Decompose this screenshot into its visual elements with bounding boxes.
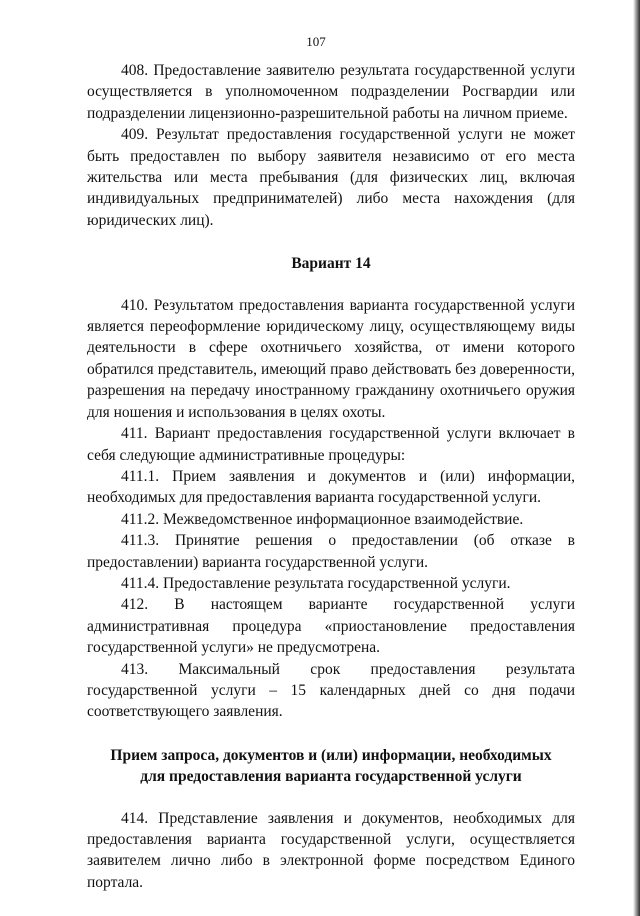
page-number: 107 — [306, 34, 326, 49]
paragraph-411-2: 411.2. Межведомственное информационное взаимодействие. — [121, 510, 524, 528]
paragraph-411-4: 411.4. Предоставление результата государственной услуги. — [121, 574, 511, 592]
paragraph-414: 414. Представление заявления и документов, необходимых для предоставления варианта государственной услуги, осуществляется заявителем лично либо в электронной форме посредством Единого портала. — [87, 809, 575, 891]
section-heading-line-2: для предоставления варианта государственной услуги — [140, 768, 522, 786]
paragraph-409: 409. Результат предоставления государственной услуги не может быть предоставлен по выбору заявителя независимо от его места жительства или места пребывания (для физических лиц, включая индивидуальных предпринимателей) либо места нахождения (для юридических лиц). — [87, 126, 575, 229]
scan-edge-shadow — [633, 0, 640, 916]
section-heading-line-1: Прием запроса, документов и (или) информации, необходимых — [110, 746, 552, 764]
paragraph-411-1: 411.1. Прием заявления и документов и (или) информации, необходимых для предоставления варианта государственной услуги. — [87, 467, 575, 507]
section-heading — [87, 745, 575, 788]
paragraph-412: 412. В настоящем варианте государственной услуги административная процедура «приостановление предоставления государственной услуги» не предусмотрена. — [87, 596, 575, 657]
paragraph-411: 411. Вариант предоставления государственной услуги включает в себя следующие административные процедуры: — [87, 425, 575, 464]
paragraph-413: 413. Максимальный срок предоставления результата государственной услуги – 15 календарных дней со дня подачи соответствующего заявления. — [87, 660, 575, 721]
paragraph-410: 410. Результатом предоставления варианта государственной услуги является переоформление юридическому лицу, осуществляющему виды деятельности в сфере охотничьего хозяйства, от имени которого обратился представитель, имеющий право действовать без доверенности, разрешения на передачу иностранному гражданину охотничьего оружия для ношения и использования в целях охоты. — [87, 296, 575, 421]
paragraph-408: 408. Предоставление заявителю результата государственной услуги осуществляется в уполномоченном подразделении Росгвардии или подразделении лицензионно-разрешительной работы на личном приеме. — [87, 62, 575, 122]
paragraph-411-3: 411.3. Принятие решения о предоставлении (об отказе в предоставлении) варианта государственной услуги. — [87, 532, 575, 571]
variant-heading: Вариант 14 — [291, 255, 371, 273]
document-body — [87, 60, 575, 893]
